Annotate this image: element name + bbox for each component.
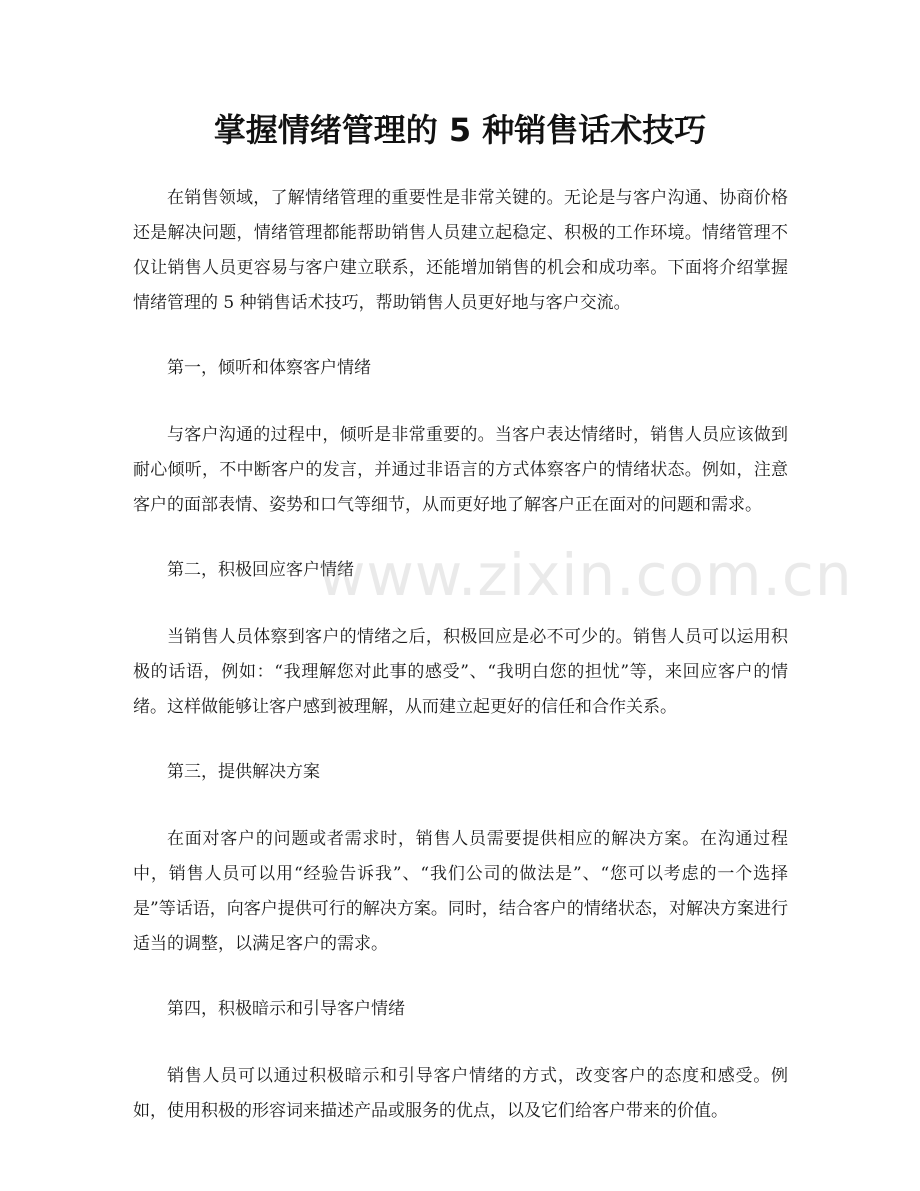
document-body <box>133 181 788 1159</box>
section-paragraph-4: 销售人员可以通过积极暗示和引导客户情绪的方式，改变客户的态度和感受。例如，使用积极的形容词来描述产品或服务的优点，以及它们给客户带来的价值。 <box>133 1066 788 1121</box>
section-heading-3: 第三，提供解决方案 <box>167 762 320 782</box>
section-heading-4: 第四，积极暗示和引导客户情绪 <box>167 999 405 1019</box>
watermark-text: www.zixin.com.cn <box>318 541 853 609</box>
intro-paragraph: 在销售领域，了解情绪管理的重要性是非常关键的。无论是与客户沟通、协商价格还是解决问题，情绪管理都能帮助销售人员建立起稳定、积极的工作环境。情绪管理不仅让销售人员更容易与客户建立联系，还能增加销售的机会和成功率。下面将介绍掌握情绪管理的 5 种销售话术技巧，帮助销售人员更好地与客户交流。 <box>133 188 788 313</box>
section-heading-1: 第一，倾听和体察客户情绪 <box>167 358 371 378</box>
section-paragraph-2: 当销售人员体察到客户的情绪之后，积极回应是必不可少的。销售人员可以运用积极的话语，例如：“我理解您对此事的感受”、“我明白您的担忧”等，来回应客户的情绪。这样做能够让客户感到被理解，从而建立起更好的信任和合作关系。 <box>133 627 788 717</box>
document-title: 掌握情绪管理的 5 种销售话术技巧 <box>213 111 707 149</box>
section-heading-2: 第二，积极回应客户情绪 <box>167 560 354 580</box>
section-paragraph-1: 与客户沟通的过程中，倾听是非常重要的。当客户表达情绪时，销售人员应该做到耐心倾听，不中断客户的发言，并通过非语言的方式体察客户的情绪状态。例如，注意客户的面部表情、姿势和口气等细节，从而更好地了解客户正在面对的问题和需求。 <box>133 425 788 515</box>
section-paragraph-3: 在面对客户的问题或者需求时，销售人员需要提供相应的解决方案。在沟通过程中，销售人员可以用“经验告诉我”、“我们公司的做法是”、“您可以考虑的一个选择是”等话语，向客户提供可行的解决方案。同时，结合客户的情绪状态，对解决方案进行适当的调整，以满足客户的需求。 <box>133 829 788 954</box>
